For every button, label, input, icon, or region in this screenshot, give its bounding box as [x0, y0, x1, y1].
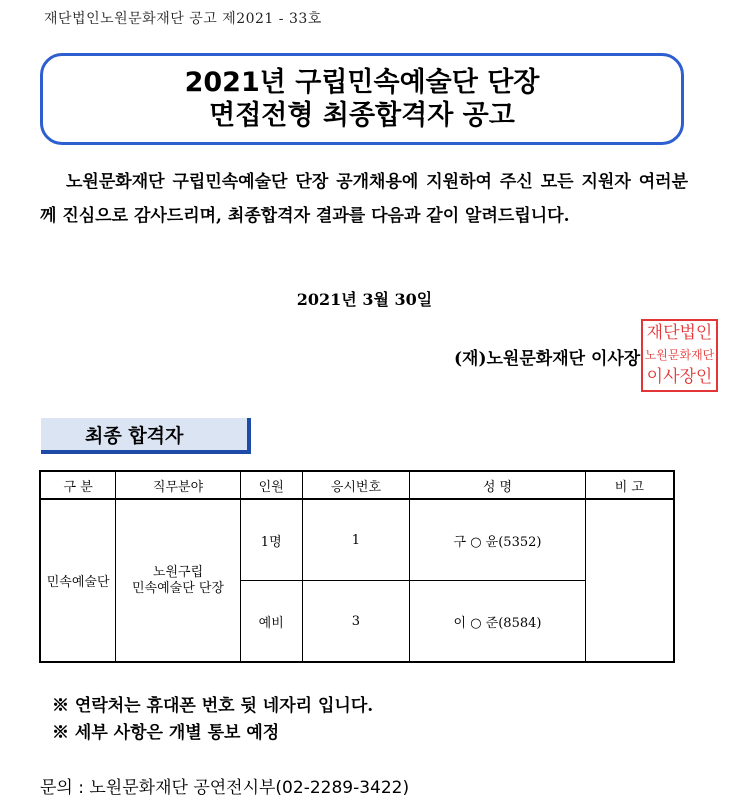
- header-count: 인원: [240, 471, 302, 499]
- table-header-row: [40, 471, 674, 499]
- seal-line-2: 노원문화재단: [644, 348, 715, 362]
- cell-count: 예비: [240, 581, 302, 663]
- cell-name: 구 ○ 윤(5352): [410, 499, 585, 581]
- result-table: [39, 470, 675, 663]
- field-line-1: 노원구립: [152, 564, 204, 580]
- note-item: ※ 연락처는 휴대폰 번호 뒷 네자리 입니다.: [52, 696, 374, 716]
- cell-count: 1명: [240, 499, 302, 581]
- title-line-2: 면접전형 최종합격자 공고: [209, 100, 515, 131]
- cell-exam-no: 3: [302, 581, 410, 663]
- section-label: 최종 합격자: [41, 418, 251, 454]
- header-name: 성 명: [410, 471, 585, 499]
- signer: (재)노원문화재단 이사장: [454, 349, 641, 369]
- cell-category: 민속예술단: [40, 499, 116, 662]
- table-row: [40, 499, 674, 581]
- seal-line-3: 이사장인: [646, 367, 713, 387]
- intro-paragraph: 노원문화재단 구립민속예술단 단장 공개채용에 지원하여 주신 모든 지원자 여러분께 진심으로 감사드리며, 최종합격자 결과를 다음과 같이 알려드립니다.: [40, 172, 688, 226]
- note-item: ※ 세부 사항은 개별 통보 예정: [52, 723, 280, 743]
- header-remarks: 비 고: [585, 471, 674, 499]
- cell-exam-no: 1: [302, 499, 410, 581]
- seal-line-1: 재단법인: [646, 323, 713, 343]
- notes: [52, 693, 373, 747]
- header-field: 직무분야: [116, 471, 241, 499]
- notice-number: 재단법인노원문화재단 공고 제2021 - 33호: [44, 11, 322, 27]
- title-box: [40, 53, 684, 145]
- header-category: 구 분: [40, 471, 116, 499]
- cell-name: 이 ○ 준(8584): [410, 581, 585, 663]
- cell-field: [116, 499, 241, 662]
- official-seal: [641, 319, 718, 392]
- title-line-1: 2021년 구립민속예술단 단장: [184, 67, 540, 98]
- announcement-date: 2021년 3월 30일: [296, 290, 433, 309]
- field-line-2: 민속예술단 단장: [132, 580, 225, 596]
- contact-info: 문의 : 노원문화재단 공연전시부(02-2289-3422): [40, 778, 410, 798]
- cell-remarks: [585, 499, 674, 662]
- header-exam-no: 응시번호: [302, 471, 410, 499]
